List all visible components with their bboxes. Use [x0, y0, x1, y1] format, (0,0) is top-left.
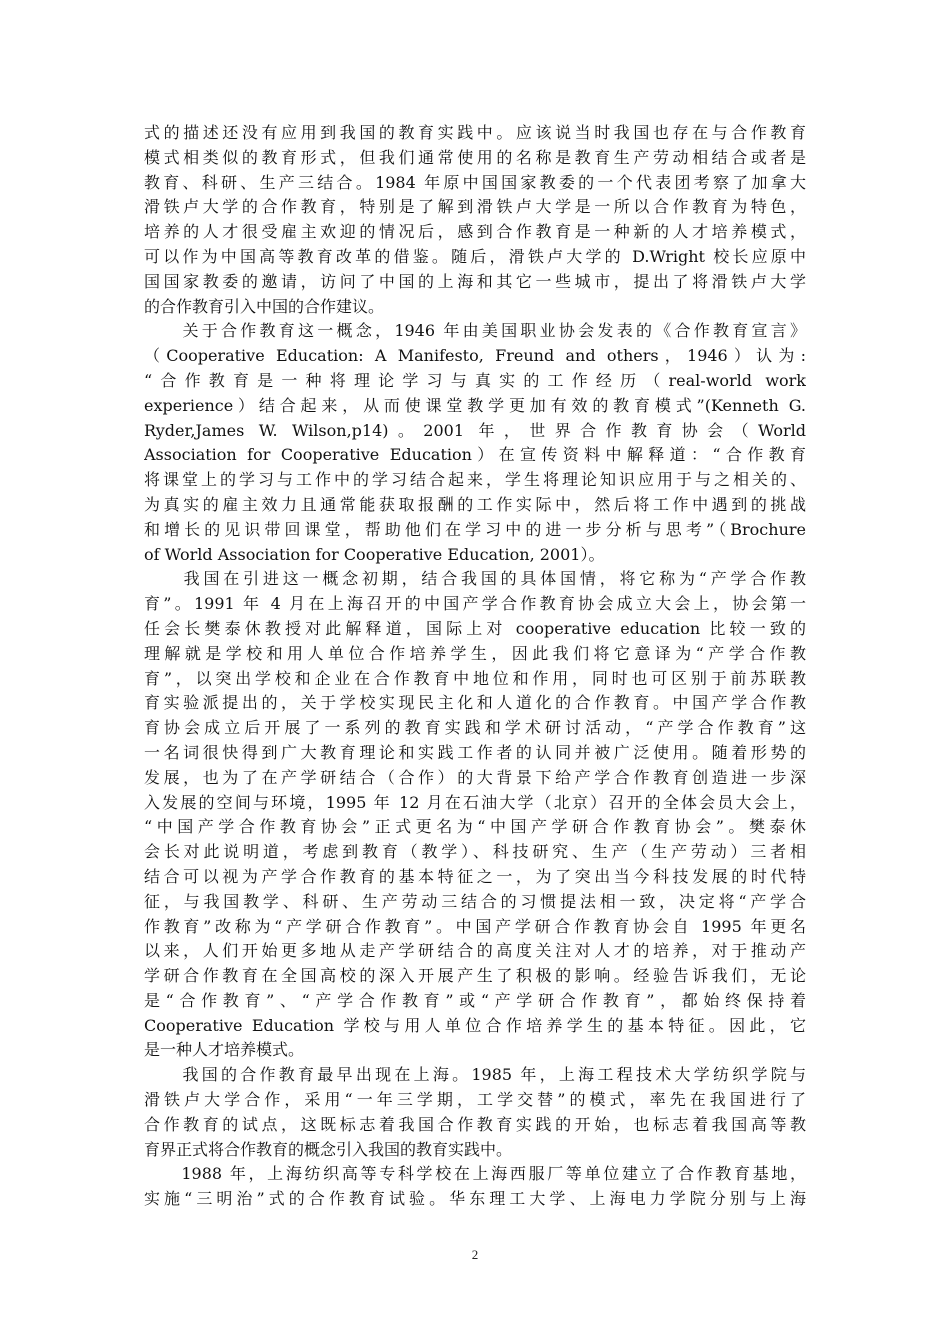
body-text — [144, 121, 806, 1212]
text-line: 入发展的空间与环境，1995 年 12 月在石油大学（北京）召开的全体会员大会上， — [144, 792, 806, 812]
text-line: 模式相类似的教育形式，但我们通常使用的名称是教育生产劳动相结合或者是 — [144, 147, 806, 167]
text-line: Association for Cooperative Education）在宣传资料中解释道：“合作教育 — [144, 445, 806, 465]
text-line: 育协会成立后开展了一系列的教育实践和学术研讨活动，“产学合作教育”这 — [144, 718, 806, 738]
text-line: 任会长樊泰休教授对此解释道，国际上对 cooperative education 比较一致的 — [144, 618, 806, 638]
text-line: 结合可以视为产学合作教育的基本特征之一，为了突出当今科技发展的时代特 — [144, 866, 806, 886]
text-line: 和增长的见识带回课堂，帮助他们在学习中的进一步分析与思考”（Brochure — [144, 519, 806, 539]
page-number: 2 — [471, 1247, 479, 1262]
text-line: 关于合作教育这一概念，1946 年由美国职业协会发表的《合作教育宣言》 — [144, 321, 806, 341]
text-line: 滑铁卢大学合作，采用“一年三学期，工学交替”的模式，率先在我国进行了 — [144, 1090, 806, 1110]
text-line: 式的描述还没有应用到我国的教育实践中。应该说当时我国也存在与合作教育 — [144, 123, 806, 142]
text-line: 育”。1991 年 4 月在上海召开的中国产学合作教育协会成立大会上，协会第一 — [144, 594, 806, 614]
text-line: 将课堂上的学习与工作中的学习结合起来，学生将理论知识应用于与之相关的、 — [144, 470, 806, 490]
text-line: 滑铁卢大学的合作教育，特别是了解到滑铁卢大学是一所以合作教育为特色， — [144, 197, 806, 217]
text-line: 育”，以突出学校和企业在合作教育中地位和作用，同时也可区别于前苏联教 — [144, 668, 806, 688]
text-line: 一名词很快得到广大教育理论和实践工作者的认同并被广泛使用。随着形势的 — [144, 742, 806, 762]
text-line: 以来，人们开始更多地从走产学研结合的高度关注对人才的培养，对于推动产 — [144, 941, 806, 961]
text-line: 国国家教委的邀请，访问了中国的上海和其它一些城市，提出了将滑铁卢大学 — [144, 271, 806, 291]
text-line: 我国的合作教育最早出现在上海。1985 年，上海工程技术大学纺织学院与 — [144, 1065, 806, 1085]
text-line: 征，与我国教学、科研、生产劳动三结合的习惯提法相一致，决定将“产学合 — [144, 891, 806, 911]
text-line: “中国产学合作教育协会”正式更名为“中国产学研合作教育协会”。樊泰休 — [144, 817, 806, 837]
text-line: 可以作为中国高等教育改革的借鉴。随后，滑铁卢大学的 D.Wright 校长应原中 — [144, 246, 806, 266]
text-line: 1988 年，上海纺织高等专科学校在上海西服厂等单位建立了合作教育基地， — [144, 1164, 806, 1184]
text-line: 理解就是学校和用人单位合作培养学生，因此我们将它意译为“产学合作教 — [144, 643, 806, 663]
text-line: 发展，也为了在产学研结合（合作）的大背景下给产学合作教育创造进一步深 — [144, 767, 806, 787]
text-line: 作教育”改称为“产学研合作教育”。中国产学研合作教育协会自 1995 年更名 — [144, 916, 806, 936]
text-line: 育界正式将合作教育的概念引入我国的教育实践中。 — [144, 1139, 513, 1159]
text-line: “合作教育是一种将理论学习与真实的工作经历（real-world work — [144, 370, 806, 390]
text-line: 实施“三明治”式的合作教育试验。华东理工大学、上海电力学院分别与上海 — [144, 1189, 806, 1209]
text-line: 学研合作教育在全国高校的深入开展产生了积极的影响。经验告诉我们，无论 — [144, 966, 806, 986]
text-line: 合作教育的试点，这既标志着我国合作教育实践的开始，也标志着我国高等教 — [144, 1114, 806, 1134]
text-line: of World Association for Cooperative Education, 2001）。 — [144, 544, 605, 564]
text-line: 会长对此说明道，考虑到教育（教学）、科技研究、生产（生产劳动）三者相 — [144, 842, 806, 862]
text-line: 教育、科研、生产三结合。1984 年原中国国家教委的一个代表团考察了加拿大 — [144, 172, 806, 192]
text-line: 为真实的雇主效力且通常能获取报酬的工作实际中，然后将工作中遇到的挑战 — [144, 494, 806, 514]
text-line: 是“合作教育”、“产学合作教育”或“产学研合作教育”，都始终保持着 — [144, 990, 806, 1010]
text-line: experience）结合起来，从而使课堂教学更加有效的教育模式”(Kenneth G. — [144, 395, 806, 415]
text-line: 是一种人才培养模式。 — [144, 1040, 305, 1060]
text-line: 我国在引进这一概念初期，结合我国的具体国情，将它称为“产学合作教 — [144, 569, 806, 589]
text-line: Ryder,James W. Wilson,p14)。2001 年，世界合作教育协会（World — [144, 420, 806, 440]
text-line: 育实验派提出的，关于学校实现民主化和人道化的合作教育。中国产学合作教 — [144, 693, 806, 713]
text-line: 培养的人才很受雇主欢迎的情况后，感到合作教育是一种新的人才培养模式， — [144, 222, 806, 242]
text-line: Cooperative Education 学校与用人单位合作培养学生的基本特征。因此，它 — [144, 1015, 806, 1035]
text-line: 的合作教育引入中国的合作建议。 — [144, 296, 385, 316]
text-line: （Cooperative Education: A Manifesto, Freund and others，1946）认为: — [144, 346, 806, 366]
